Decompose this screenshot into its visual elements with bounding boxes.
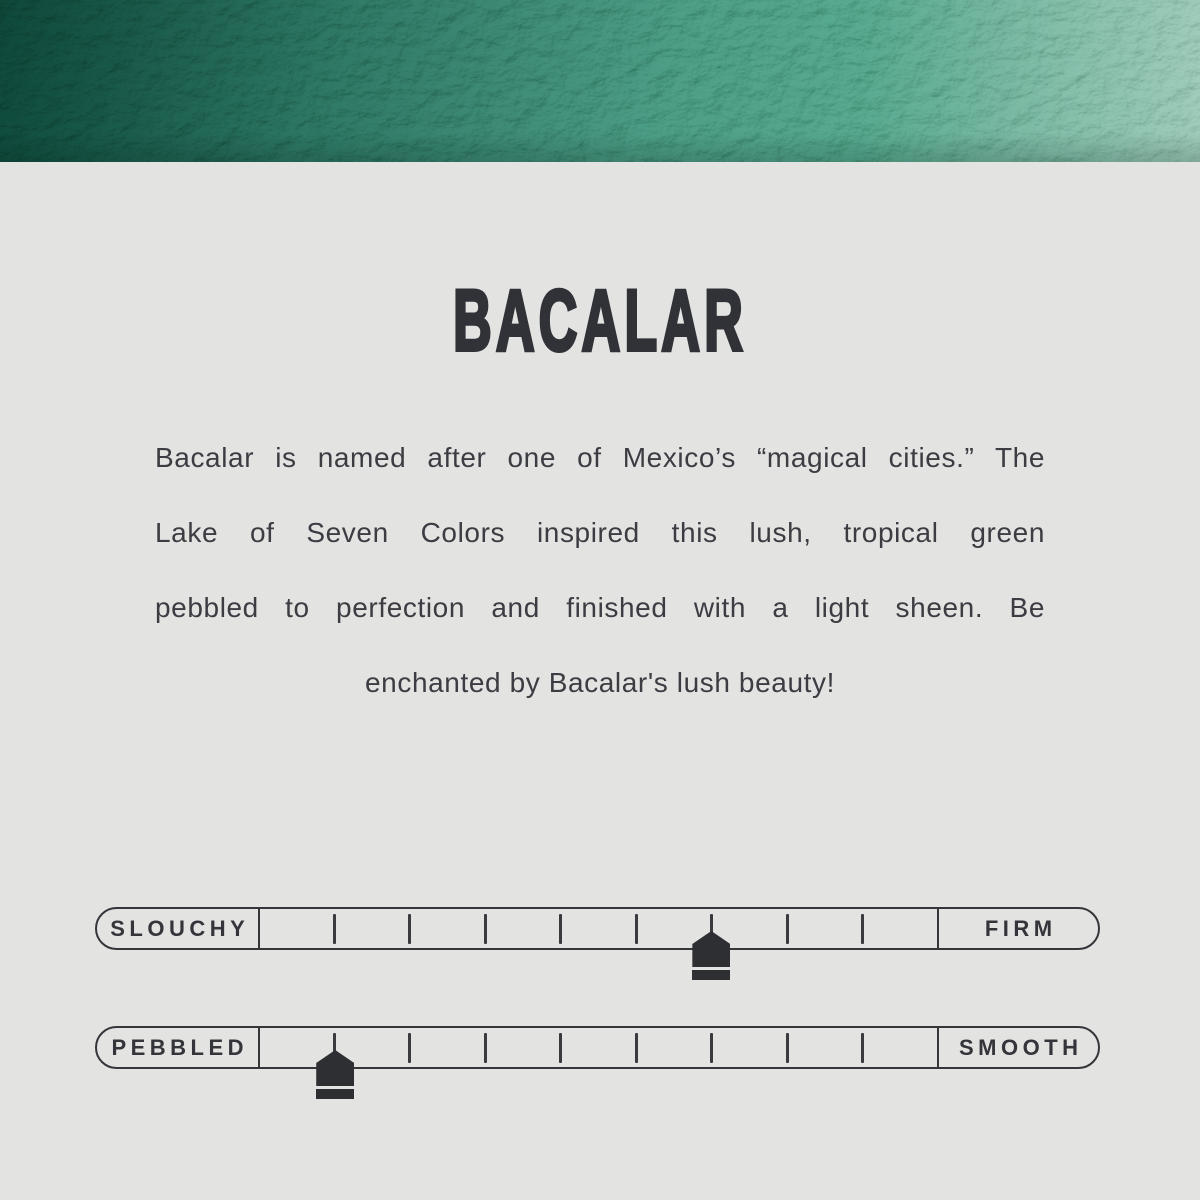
tick-mark xyxy=(559,1033,562,1063)
scale-tick-track xyxy=(260,909,937,948)
tick-mark xyxy=(408,914,411,944)
description-line: Bacalar is named after one of Mexico’s “magical cities.” The xyxy=(155,442,1045,473)
texture-scale-pebbled-smooth xyxy=(95,1026,1100,1069)
tick-mark xyxy=(484,914,487,944)
marker-underline xyxy=(316,1089,354,1099)
page-title-text: BACALAR xyxy=(452,273,747,369)
leather-texture-banner xyxy=(0,0,1200,162)
tick-mark xyxy=(861,914,864,944)
tick-mark xyxy=(786,914,789,944)
tick-mark xyxy=(635,1033,638,1063)
page-title xyxy=(0,273,1200,369)
color-description xyxy=(155,420,1045,720)
tick-mark xyxy=(710,1033,713,1063)
description-line: Lake of Seven Colors inspired this lush, tropical green xyxy=(155,517,1045,548)
structure-scale-slouchy-firm xyxy=(95,907,1100,950)
marker-pointer-icon xyxy=(692,931,730,967)
tick-mark xyxy=(786,1033,789,1063)
tick-mark xyxy=(861,1033,864,1063)
scale-right-cell xyxy=(937,1028,1098,1067)
banner-shading-overlay xyxy=(0,0,1200,162)
scale-left-cell xyxy=(97,909,260,948)
marker-underline xyxy=(692,970,730,980)
scale-right-cell xyxy=(937,909,1098,948)
scale-left-label: PEBBLED xyxy=(111,1034,249,1060)
description-line: pebbled to perfection and finished with a light sheen. Be xyxy=(155,592,1045,623)
tick-mark xyxy=(333,914,336,944)
scale-left-label: SLOUCHY xyxy=(110,915,250,941)
scale-marker xyxy=(316,1050,354,1099)
description-line: enchanted by Bacalar's lush beauty! xyxy=(365,667,835,698)
scale-right-label: FIRM xyxy=(984,915,1057,941)
scale-left-cell xyxy=(97,1028,260,1067)
tick-mark xyxy=(559,914,562,944)
tick-mark xyxy=(484,1033,487,1063)
scale-marker xyxy=(692,931,730,980)
tick-mark xyxy=(635,914,638,944)
tick-mark xyxy=(408,1033,411,1063)
scale-tick-track xyxy=(260,1028,937,1067)
marker-pointer-icon xyxy=(316,1050,354,1086)
scale-right-label: SMOOTH xyxy=(958,1034,1083,1060)
